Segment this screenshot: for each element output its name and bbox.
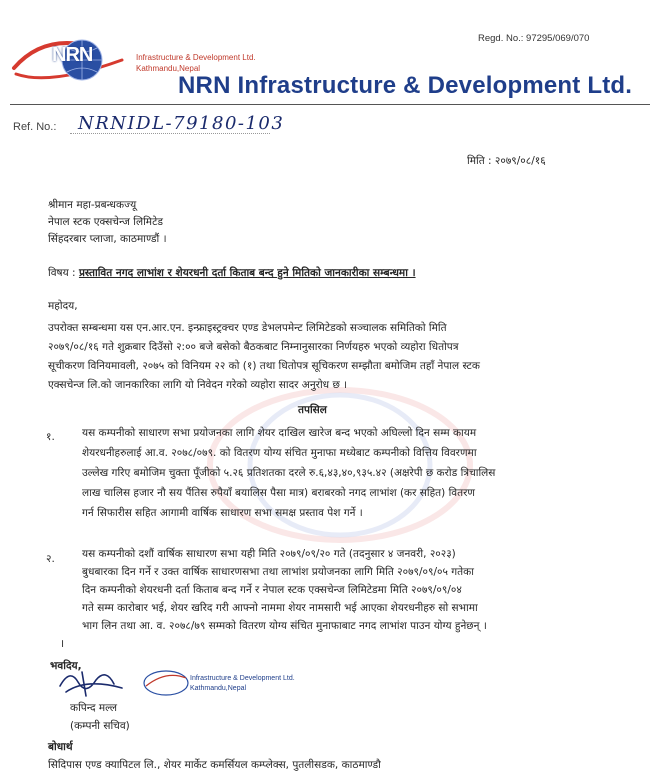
closing-bhavadiya: भवदिय, <box>50 660 82 672</box>
addressee-block <box>48 197 167 248</box>
subject-line <box>48 264 416 283</box>
paragraph-line: गते सम्म कारोबार भई, शेयर खरिद गरी आफ्नो नाममा शेयर नामसारी भई आएका शेयरधनीहरु सो सभामा <box>82 602 478 614</box>
salutation: महोदय, <box>48 300 78 312</box>
logo-caption-line2: Kathmandu,Nepal <box>136 64 201 73</box>
paragraph-line: शेयरधनीहरुलाई आ.व. २०७८/०७९. को वितरण योग्य संचित मुनाफा मध्येबाट कम्पनीको वित्तिय विवरणमा <box>82 447 477 459</box>
cc-line: सिदिपास एण्ड क्यापिटल लि., शेयर मार्केट कमर्सियल कम्प्लेक्स, पुतलीसडक, काठमाण्डौ <box>48 759 381 771</box>
reference-number: NRNIDL-79180-103 <box>78 113 285 134</box>
letter-date: मिति : २०७९/०८/१६ <box>467 155 546 167</box>
item-number: २. <box>46 553 55 565</box>
registration-number: Regd. No.: 97295/069/070 <box>478 33 590 44</box>
subject-label: विषय : <box>48 267 76 279</box>
item-paragraph <box>82 545 487 635</box>
paragraph-line: सूचीकरण विनियमावली, २०७५ को विनियम २२ को (१) तथा धितोपत्र सूचिकरण सम्झौता बमोजिम तहाँ नेपाल स्टक <box>48 360 480 372</box>
subject-text: प्रस्तावित नगद लाभांश र शेयरधनी दर्ता किताब बन्द हुने मितिको जानकारीका सम्बन्धमा । <box>78 267 416 279</box>
stamp-line: Kathmandu,Nepal <box>190 685 247 692</box>
signature <box>56 662 126 702</box>
paragraph-line: यस कम्पनीको दशौं वार्षिक साधारण सभा यही मिति २०७९/०९/२० गते (तदनुसार ४ जनवरी, २०२३) <box>82 548 456 560</box>
signer-name: कपिन्द मल्ल <box>70 702 118 714</box>
stamp-caption <box>190 674 295 694</box>
paragraph-line: बुधबारका दिन गर्ने र उक्त वार्षिक साधारणसभा तथा लाभांश प्रयोजनका लागि मिति २०७९/०९/०५ गतेका <box>82 566 474 578</box>
paragraph-line: उपरोक्त सम्बन्धमा यस एन.आर.एन. इन्फ्राइस्ट्रक्चर एण्ड डेभलपमेन्ट लिमिटेडको सञ्चालक समितिको मिति <box>48 322 447 334</box>
addressee-line: नेपाल स्टक एक्सचेन्ज लिमिटेड <box>48 216 163 228</box>
company-name: NRN Infrastructure & Development Ltd. <box>178 72 633 99</box>
addressee-line: श्रीमान महा-प्रबन्धकज्यू <box>48 199 137 211</box>
cc-label: बोधार्थ <box>48 741 73 753</box>
paragraph-line: उल्लेख गरिए बमोजिम चुक्ता पूँजीको ५.२६ प्रतिशतका दरले रु.६,४३,४०,९३५.४२ (अक्षरेपी छ करोड त्रिचालिस <box>82 467 496 479</box>
paragraph-line: यस कम्पनीको साधारण सभा प्रयोजनका लागि शेयर दाखिल खारेज बन्द भएको अघिल्लो दिन सम्म कायम <box>82 427 477 439</box>
item-number: १. <box>46 431 55 443</box>
signer-title: (कम्पनी सचिव) <box>70 720 130 732</box>
paragraph-line: एक्सचेन्ज लि.को जानकारिका लागि यो निवेदन गरेको व्यहोरा सादर अनुरोध छ । <box>48 379 348 391</box>
paragraph-line: गर्न सिफारीस सहित आगामी वार्षिक साधारण सभा समक्ष प्रस्ताव पेश गर्ने । <box>82 507 363 519</box>
end-mark: । <box>60 637 65 650</box>
details-heading: तपसिल <box>298 404 327 416</box>
paragraph-line: लाख चालिस हजार नौ सय पैंतिस रुपैयाँ बयालिस पैसा मात्र) बराबरको नगद लाभांश (कर सहित) वितरण <box>82 487 475 499</box>
logo-text: NRN <box>52 44 93 66</box>
paragraph-line: दिन कम्पनीको शेयरधनी दर्ता किताब बन्द गर्ने र नेपाल स्टक एक्सचेन्ज लिमिटेडमा मिति २०७९/०९/०४ <box>82 584 462 596</box>
item-paragraph <box>82 423 495 523</box>
signer-block <box>70 699 130 735</box>
intro-paragraph <box>48 319 480 395</box>
paragraph-line: भाग लिन तथा आ. व. २०७८/७९ सम्मको वितरण योग्य संचित मुनाफाबाट नगद लाभांश पाउन योग्य हुनेछन् । <box>82 620 487 632</box>
reference-label: Ref. No.: <box>13 121 57 133</box>
paragraph-line: २०७९/०८/१६ गते शुक्रबार दिउँसो २:०० बजे बसेको बैठकबाट निम्नानुसारका निर्णयहरु भएको व्यहोरा धितोपत्र <box>48 341 459 353</box>
stamp-line: Infrastructure & Development Ltd. <box>190 675 295 682</box>
logo-caption-line1: Infrastructure & Development Ltd. <box>136 53 256 62</box>
logo-caption <box>136 52 256 74</box>
letterhead-divider <box>10 104 650 105</box>
addressee-line: सिंहदरबार प्लाजा, काठमाण्डौं । <box>48 233 167 245</box>
